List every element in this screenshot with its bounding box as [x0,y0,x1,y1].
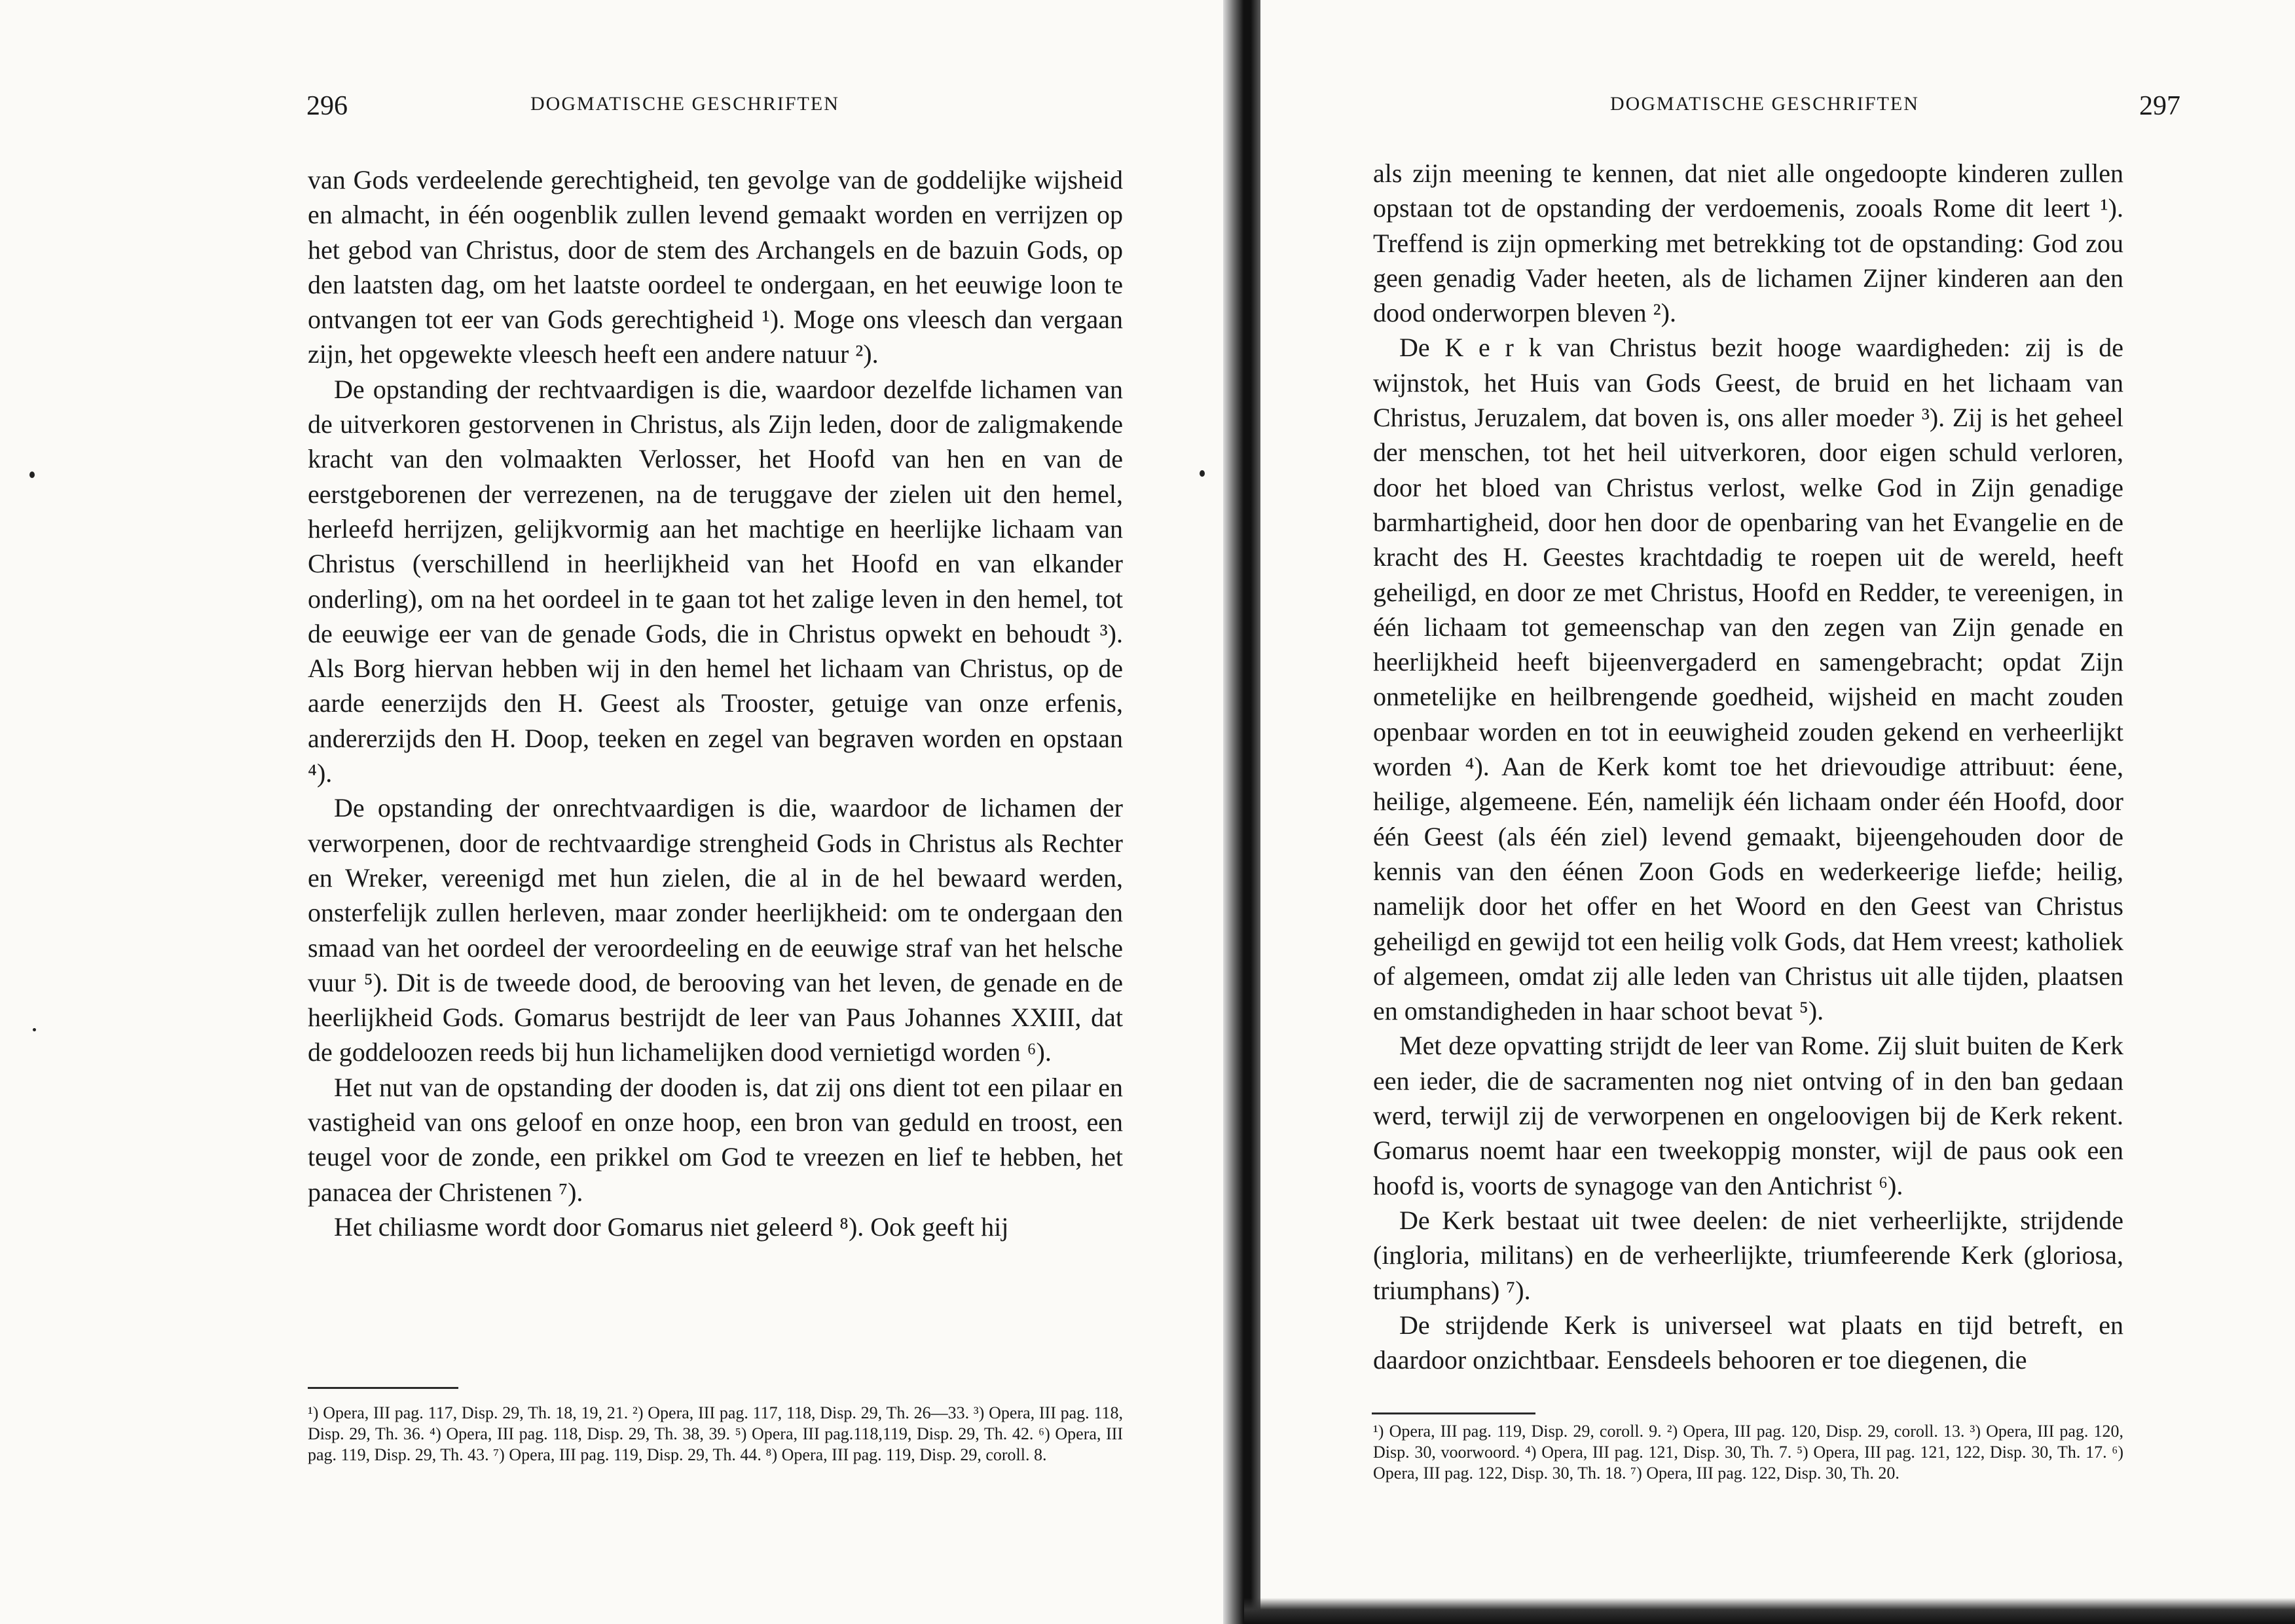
left-paragraph: van Gods verdeelende gerechtigheid, ten gevolge van de goddelijke wijsheid en almacht, in één oogenblik zullen levend gemaakt worden en verrijzen op het gebod van Christus, door de stem des Archangels en de bazuin Gods, op den laatsten dag, om het laatste oordeel te ondergaan, en het eeuwige loon te ontvangen tot eer van Gods gerechtigheid ¹). Moge ons vleesch dan vergaan zijn, het opgewekte vleesch heeft een andere natuur ²). [308,165,1123,369]
right-paragraph: De K e r k van Christus bezit hooge waardigheden: zij is de wijnstok, het Huis van Gods Geest, de bruid en het lichaam van Christus, Jeruzalem, dat boven is, ons aller moeder ³). Zij is het geheel der menschen, tot het heil uitverkoren, door eigen schuld verloren, door het bloed van Christus verlost, welke God in Zijn genadige barmhartigheid, door hen door de openbaring van het Evangelie en de kracht des H. Geestes krachtdadig te roepen uit de wereld, heeft geheiligd, en door ze met Christus, Hoofd en Redder, te vereenigen, in één lichaam tot gemeenschap van den zegen van Zijn genade en heerlijkheid heeft bijeenvergaderd en samengebracht; opdat Zijn onmetelijke en heilbrengende goedheid, wijsheid en macht zouden openbaar worden en tot in eeuwigheid zouden gekend en verheerlijkt worden ⁴). Aan de Kerk komt toe het drievoudige attribuut: éene, heilige, algemeene. Eén, namelijk één lichaam onder één Hoofd, door één Geest (als één ziel) levend gemaakt, bijeengehouden door de kennis van den éénen Zoon Gods en wederkeerige liefde; heilig, namelijk door het offer en het Woord en den Geest van Christus geheiligd en gewijd tot een heilig volk Gods, dat Hem vreest; katholiek of algemeen, omdat zij alle leden van Christus uit alle tijden, plaatsen en omstandigheden in haar schoot bevat ⁵). [1373,333,2123,1026]
left-running-head: DOGMATISCHE GESCHRIFTEN [530,93,839,115]
right-paragraph: De Kerk bestaat uit twee deelen: de niet verheerlijkte, strijdende (ingloria, militans) en de verheerlijkte, triumfeerende Kerk (gloriosa, triumphans) ⁷). [1373,1205,2123,1305]
left-paragraph: Het chiliasme wordt door Gomarus niet geleerd ⁸). Ook geeft hij [334,1211,1009,1242]
right-page-number: 297 [2139,91,2180,121]
left-footnote-rule [308,1387,458,1389]
left-paragraph: De opstanding der rechtvaardigen is die, waardoor dezelfde lichamen van de uitverkoren gestorvenen in Christus, als Zijn leden, door de zaligmakende kracht van den volmaakten Verlosser, het Hoofd van hen en van de eerstgeborenen der verrezenen, na de teruggave der zielen uit den hemel, herleefd herrijzen, gelijkvormig aan het machtige en heerlijke lichaam van Christus (verschillend in heerlijkheid van het Hoofd en van elkander onderling), om na het oordeel in te gaan tot het zalige leven in den hemel, tot de eeuwige eer van de genade Gods, die in Christus opwekt en behoudt ³). Als Borg hiervan hebben wij in den hemel het lichaam van Christus, op de aarde eenerzijds den H. Geest als Trooster, getuige van onze erfenis, andererzijds den H. Doop, teeken en zegel van begraven worden en opstaan ⁴). [308,374,1123,788]
left-page-number: 296 [306,91,348,121]
right-paragraph: als zijn meening te kennen, dat niet alle ongedoopte kinderen zullen opstaan tot de opstanding der verdoemenis, zooals Rome dit leert ¹). Treffend is zijn opmerking met betrekking tot de opstanding: God zou geen genadig Vader heeten, als de lichamen Zijner kinderen aan den dood onderworpen bleven ²). [1373,158,2123,328]
right-paragraph: De strijdende Kerk is universeel wat plaats en tijd betreft, en daardoor onzichtbaar. Eensdeels behooren er toe diegenen, die [1373,1310,2123,1375]
left-footnotes [308,1403,1123,1466]
ink-speck [1200,470,1205,477]
bottom-shadow [1244,1598,2295,1624]
right-footnote-block: ¹) Opera, III pag. 119, Disp. 29, coroll. 9. ²) Opera, III pag. 120, Disp. 29, coroll. 13. ³) Opera, III pag. 120, Disp. 30, voorwoord. ⁴) Opera, III pag. 121, Disp. 30, Th. 7. ⁵) Opera, III pag. 121, 122, Disp. 30, Th. 17. ⁶) Opera, III pag. 122, Disp. 30, Th. 18. ⁷) Opera, III pag. 122, Disp. 30, Th. 20. [1373,1422,2123,1483]
left-body-text [308,162,1123,1244]
left-paragraph: De opstanding der onrechtvaardigen is die, waardoor de lichamen der verworpenen, door de rechtvaardige strengheid Gods in Christus als Rechter en Wreker, vereenigd met hun zielen, die al in de hel bewaard werden, onsterfelijk zullen herleven, maar zonder heerlijkheid: om te ondergaan den smaad van het oordeel der veroordeeling en de eeuwige straf van het helsche vuur ⁵). Dit is de tweede dood, de berooving van het leven, de genade en de heerlijkheid Gods. Gomarus bestrijdt de leer van Paus Johannes XXIII, dat de goddeloozen reeds bij hun lichamelijken dood vernietigd worden ⁶). [308,793,1123,1067]
right-page [1260,0,2295,1624]
left-footnote-block: ¹) Opera, III pag. 117, Disp. 29, Th. 18, 19, 21. ²) Opera, III pag. 117, 118, Disp. 29, Th. 26—33. ³) Opera, III pag. 118, Disp. 29, Th. 36. ⁴) Opera, III pag. 118, Disp. 29, Th. 38, 39. ⁵) Opera, III pag.118,119, Disp. 29, Th. 42. ⁶) Opera, III pag. 119, Disp. 29, Th. 43. ⁷) Opera, III pag. 119, Disp. 29, Th. 44. ⁸) Opera, III pag. 119, Disp. 29, coroll. 8. [308,1403,1123,1464]
left-paragraph: Het nut van de opstanding der dooden is, dat zij ons dient tot een pilaar en vastigheid van ons geloof en onze hoop, een bron van geduld en troost, een teugel voor de zonde, een prikkel om God te vreezen en lief te hebben, het panacea der Christenen ⁷). [308,1072,1123,1207]
right-running-head: DOGMATISCHE GESCHRIFTEN [1610,93,1919,115]
right-body-text [1373,156,2123,1377]
right-footnotes [1373,1421,2123,1484]
right-paragraph: Met deze opvatting strijdt de leer van Rome. Zij sluit buiten de Kerk een ieder, die de sacramenten nog niet ontving of in den ban gedaan werd, terwijl zij de verworpenen en ongeloovigen bij de Kerk rekent. Gomarus noemt haar een tweekoppig monster, wijl de paus ook een hoofd is, voorts de synagoge van den Antichrist ⁶). [1373,1031,2123,1200]
ink-speck [33,1028,36,1031]
ink-speck [29,471,35,478]
right-footnote-rule [1372,1412,1535,1414]
